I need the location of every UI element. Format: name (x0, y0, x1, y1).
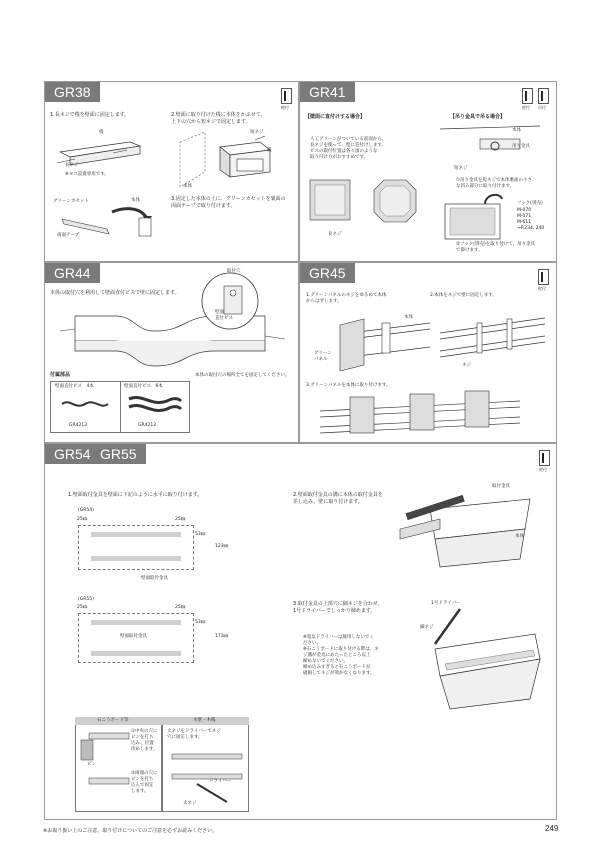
detail-circle (200, 271, 260, 331)
bracket-bottom-54 (91, 556, 181, 561)
section-tag: GR38 (45, 82, 100, 102)
section-tag: GR45 (300, 263, 355, 283)
label-wall-screw: 壁面 直付ビス (215, 310, 233, 321)
box1-pin: ピン (87, 762, 96, 767)
mount-label-wall: 壁付 (522, 105, 530, 110)
label-body: 本体 (404, 315, 413, 320)
label-green-cassette: グリーンカセット (53, 199, 89, 204)
dim-53-a: 53㎜ (195, 532, 206, 537)
section-tag: GR41 (300, 82, 355, 102)
label-hang-bracket: 吊り金具 (512, 144, 530, 149)
label-short-screw: 短ネジ (454, 166, 468, 171)
part-1-label: 壁面直付ビス 4本 (55, 384, 94, 389)
dim-left-55: 25㎜ (77, 605, 88, 610)
parts-heading: 付属部品 (50, 372, 71, 378)
section-gr44 (44, 262, 299, 443)
label-screw: ネジ (462, 363, 471, 368)
step-1-text: 1.壁面取付金具を壁面に下記のように水平に取り付けます。 (68, 492, 203, 498)
label-long-screw: 長ネジ (65, 163, 79, 168)
step-text: 本体の取付穴を利用して壁面直付ビスで壁に固定します。 (50, 290, 180, 296)
dim-123: 123㎜ (215, 544, 229, 549)
step-hang-1: ①吊り金具を短ネジで本体裏面の小さ な凹み部分に取り付けます。 (456, 178, 533, 189)
box2-thick-screw: 太ネジ (183, 801, 197, 806)
fix-note: 本体の取付穴の場所全てを固定してください。 (195, 373, 290, 378)
box1-step2: ②両端の穴に ピンを打ち 込んで固定 します。 (131, 771, 158, 794)
wall-mount-icon (281, 88, 292, 104)
box2-driver: ドライバー (209, 779, 232, 784)
step-3-text: 3.取付金具の上部穴に細ネジを合わせ、 1号ドライバーでしっかり締めます。 (293, 601, 383, 614)
section-gr45 (299, 262, 557, 443)
step-2-text: 2.本体をネジで壁に固定します。 (430, 293, 497, 298)
label-long-screw: 長ネジ (328, 232, 342, 237)
section-gr38 (44, 81, 299, 262)
planter-screw-illustration (415, 604, 545, 714)
label-body: 本体 (183, 184, 192, 189)
box2-desc: 太ネジをドライバーでネジ 穴に固定します。 (167, 729, 221, 740)
bracket-top-55 (91, 620, 181, 625)
panel-remove-illustration (320, 313, 430, 383)
label-bracket-54: 壁面取付金具 (141, 576, 168, 581)
step-2-text: 2.壁面取付金具の溝に本体の取付金具を 差し込み、壁に取り付けます。 (293, 492, 383, 505)
label-body: 本体 (515, 534, 524, 539)
wall-mount-icon (539, 450, 550, 466)
part-1-code: GR4213 (69, 423, 88, 428)
driver-illustration (167, 744, 247, 804)
label-mount-bracket: 取付金具 (492, 484, 510, 489)
wall-mount-icon (538, 269, 549, 285)
pin-illustration (79, 728, 129, 808)
label-san-2: 桟 (267, 148, 272, 153)
rail-illustration (435, 308, 550, 368)
section-tag-gr54: GR54 (45, 444, 100, 464)
step-2-text: 2.壁面に取り付けた桟に本体をかぶせて、 上下の穴から短ネジで固定します。 (171, 112, 266, 125)
mount-label: 壁付 (538, 286, 546, 291)
section-gr54-gr55 (44, 443, 557, 820)
mount-label-hang: 吊付 (538, 105, 546, 110)
section-tag-gr55: GR55 (91, 444, 146, 464)
mount-label: 壁付 (539, 467, 547, 472)
desc-direct: 人工グリーンがついている前面から、 長ネジを使って、壁に直付けします。 ビスの取付位置は各々図のような 取り付け方がおすすめです。 (310, 137, 387, 160)
label-thin-screw: 細ネジ (420, 625, 434, 630)
label-double-tape: 両面テープ (57, 233, 80, 238)
panel-attach-illustration (315, 391, 525, 439)
section-gr41 (299, 81, 557, 262)
box1-step1: ①中央の穴に ピンを打ち 込み、位置 決めします。 (131, 729, 158, 752)
label-body-2: 本体 (131, 198, 140, 203)
screw-4-icon (60, 396, 110, 416)
wall-mount-icon (522, 88, 533, 104)
footer-note: ※お取り扱い上のご注意、取り付けについてのご注意を必ずお読みください。 (43, 828, 218, 834)
part-2-label: 壁面直付ビス 6本 (124, 384, 163, 389)
note-horizontal: ※ヨコ設置専用です。 (65, 172, 109, 177)
label-short-screw: 短ネジ (250, 130, 264, 135)
step-3-text: 3.固定した本体の上に、グリーンカセットを裏面の 両面テープで取り付けます。 (171, 196, 286, 209)
step-1-text: 1.長ネジで桟を壁面に固定します。 (50, 112, 130, 118)
hang-mount-icon (538, 88, 549, 104)
planter-insert-illustration (395, 489, 545, 569)
sub-gr54: (GR54) (78, 508, 94, 513)
part-2-code: GR4212 (138, 423, 157, 428)
hook-title: フック(別売) (517, 201, 543, 206)
heading-hang: 【吊り金具で吊る場合】 (450, 114, 506, 120)
section-tag: GR44 (45, 263, 100, 283)
dim-right-55: 25㎜ (175, 605, 186, 610)
dim-53-b: 53㎜ (195, 620, 206, 625)
label-green-panel: グリーン パネル (314, 351, 332, 362)
bracket-bottom-55 (91, 651, 181, 656)
square-panel-illustration (310, 180, 430, 230)
label-mount-hole: 取付穴 (227, 269, 241, 274)
dim-left-54: 25㎜ (77, 517, 88, 522)
page-number: 249 (545, 824, 559, 833)
dim-right-54: 25㎜ (175, 517, 186, 522)
screw-6-icon (127, 393, 182, 418)
hook-models: M-070 M-071 M-611 →P.234, 240 (517, 208, 545, 231)
step-3-text: 3.グリーンパネルを本体に取り付けます。 (306, 383, 391, 388)
mount-label: 壁付 (281, 105, 289, 110)
box-illustration (175, 132, 275, 192)
step-1-text: 1.グリーンパネルのネジをゆるめて本体 からはずします。 (306, 293, 387, 304)
gypsum-board-title: 石こうボード等 (97, 718, 129, 723)
label-body: 本体 (512, 128, 521, 133)
dim-173: 173㎜ (215, 634, 229, 639)
caution-note: ※電気ドライバーは使用しないでく ださい。 ※石こうボードに取り付ける際は、ネ ジ溝が金具にあたったところ以上 締めないでください。 締め込みすぎると石こうボードが 破損してネジが効かなくなります。 (303, 635, 379, 676)
step-hang-2: ②フック(別売)を取り付けて、吊り金具 で掛けます。 (456, 242, 536, 253)
label-san: 桟 (99, 130, 104, 135)
heading-direct: 【壁面に直付けする場合】 (305, 114, 366, 120)
sub-gr55: (GR55) (78, 597, 94, 602)
bracket-top-54 (91, 532, 181, 537)
wood-wall-title: 木壁・木桟 (193, 718, 216, 723)
label-bracket-55: 壁面取付金具 (120, 634, 147, 639)
label-driver-1: 1号ドライバー (431, 601, 461, 606)
